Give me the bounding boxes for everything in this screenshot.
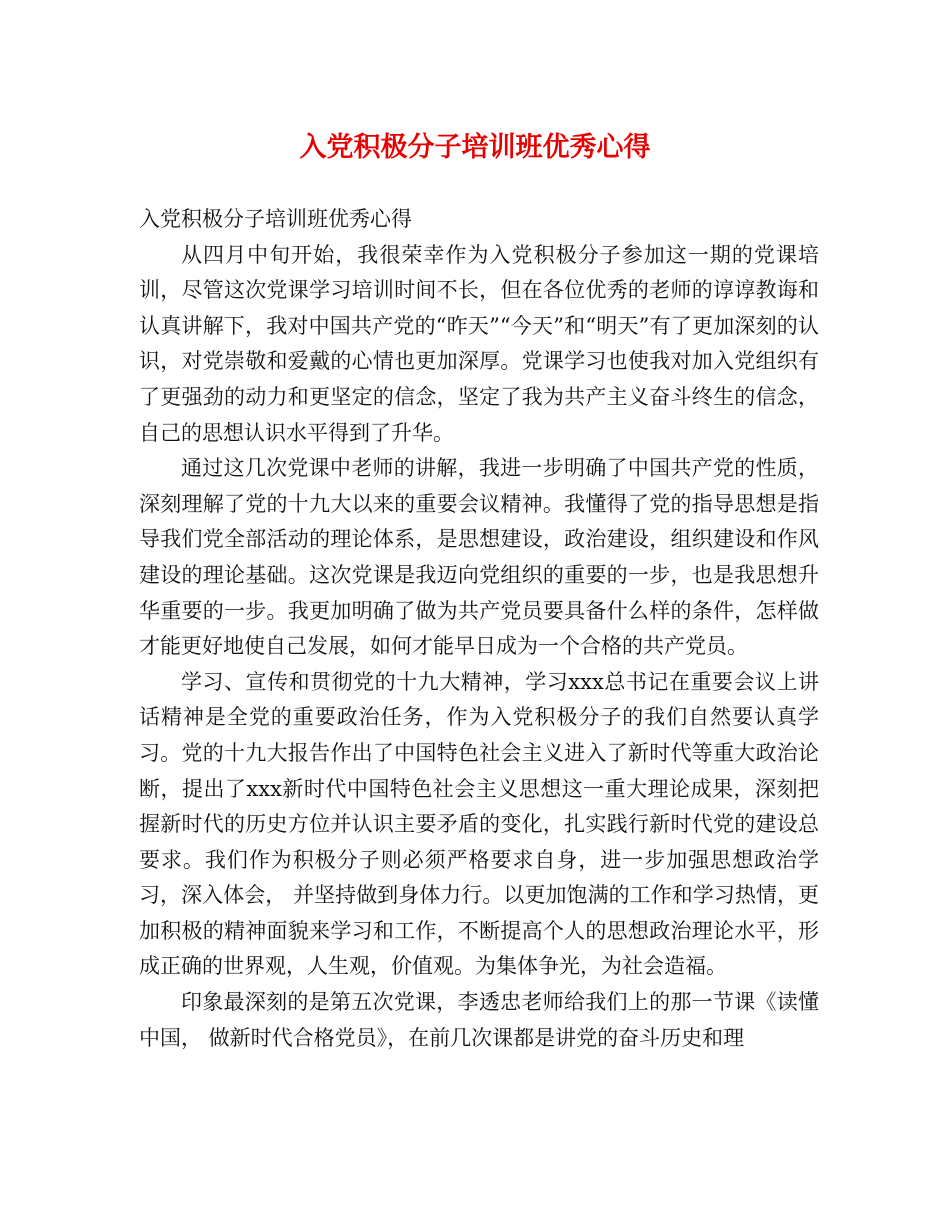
document-body — [139, 202, 819, 1056]
paragraph: 从四月中旬开始，我很荣幸作为入党积极分子参加这一期的党课培训，尽管这次党课学习培训时间不长，但在各位优秀的老师的谆谆教诲和认真讲解下，我对中国共产党的“昨天”“今天”和“明天”有了更加深刻的认识，对党崇敬和爱戴的心情也更加深厚。党课学习也使我对加入党组织有了更强劲的动力和更坚定的信念，坚定了我为共产主义奋斗终生的信念，自己的思想认识水平得到了升华。 — [139, 242, 819, 445]
paragraph: 学习、宣传和贯彻党的十九大精神，学习xxx总书记在重要会议上讲话精神是全党的重要政治任务，作为入党积极分子的我们自然要认真学习。党的十九大报告作出了中国特色社会主义进入了新时代等重大政治论断，提出了xxx新时代中国特色社会主义思想这一重大理论成果，深刻把握新时代的历史方位并认识主要矛盾的变化，扎实践行新时代党的建设总要求。我们作为积极分子则必须严格要求自身，进一步加强思想政治学习，深入体会， 并坚持做到身体力行。以更加饱满的工作和学习热情，更加积极的精神面貌来学习和工作，不断提高个人的思想政治理论水平，形成正确的世界观，人生观，价值观。为集体争光，为社会造福。 — [139, 669, 819, 979]
document-title: 入党积极分子培训班优秀心得 — [299, 132, 651, 163]
paragraph: 通过这几次党课中老师的讲解，我进一步明确了中国共产党的性质，深刻理解了党的十九大以来的重要会议精神。我懂得了党的指导思想是指导我们党全部活动的理论体系，是思想建设，政治建设，组织建设和作风建设的理论基础。这次党课是我迈向党组织的重要的一步，也是我思想升华重要的一步。我更加明确了做为共产党员要具备什么样的条件，怎样做才能更好地使自己发展，如何才能早日成为一个合格的共产党员。 — [139, 456, 819, 659]
paragraph: 印象最深刻的是第五次党课，李透忠老师给我们上的那一节课《读懂中国， 做新时代合格党员》，在前几次课都是讲党的奋斗历史和理 — [139, 990, 819, 1050]
document-subtitle: 入党积极分子培训班优秀心得 — [139, 207, 412, 231]
